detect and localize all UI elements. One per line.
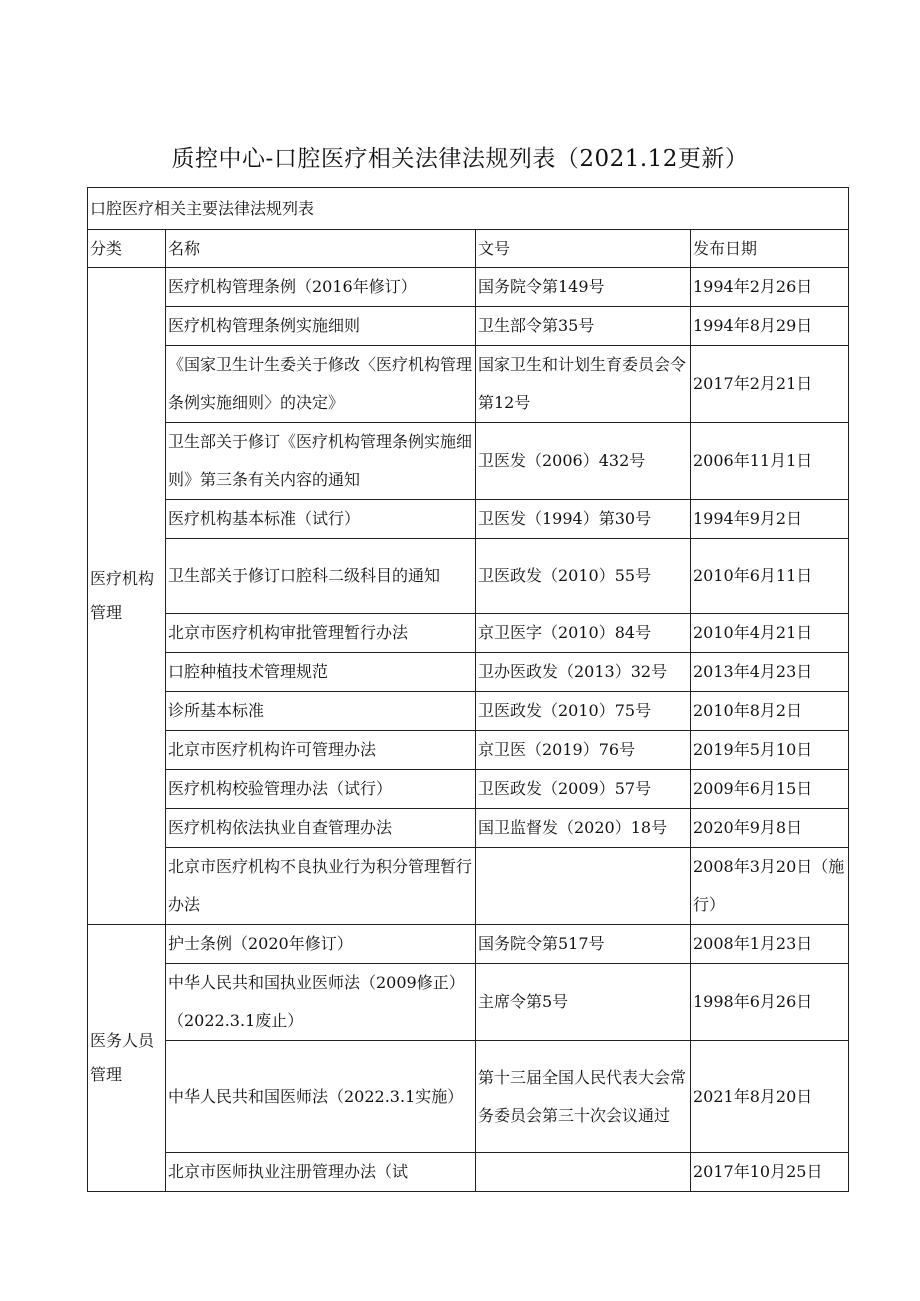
date-cell: 2008年1月23日 xyxy=(691,925,849,964)
date-cell: 1994年9月2日 xyxy=(691,500,849,539)
date-cell: 2010年4月21日 xyxy=(691,614,849,653)
table-row xyxy=(88,423,849,500)
date-cell: 2006年11月1日 xyxy=(691,423,849,500)
law-name-cell: 医疗机构依法执业自查管理办法 xyxy=(166,809,476,848)
table-row xyxy=(88,809,849,848)
laws-table xyxy=(87,187,849,1192)
doc-number-cell: 卫医发（2006）432号 xyxy=(476,423,691,500)
doc-number-cell: 卫生部令第35号 xyxy=(476,307,691,346)
doc-number-cell: 国家卫生和计划生育委员会令第12号 xyxy=(476,346,691,423)
table-row xyxy=(88,731,849,770)
law-name-cell: 诊所基本标准 xyxy=(166,692,476,731)
doc-number-cell xyxy=(476,1153,691,1192)
table-row xyxy=(88,500,849,539)
table-row xyxy=(88,1153,849,1192)
date-cell: 2010年6月11日 xyxy=(691,539,849,614)
date-cell: 2010年8月2日 xyxy=(691,692,849,731)
law-name-cell: 《国家卫生计生委关于修改〈医疗机构管理条例实施细则〉的决定》 xyxy=(166,346,476,423)
law-name-cell: 中华人民共和国医师法（2022.3.1实施） xyxy=(166,1041,476,1153)
table-row xyxy=(88,346,849,423)
law-name-cell: 护士条例（2020年修订） xyxy=(166,925,476,964)
page-title: 质控中心-口腔医疗相关法律法规列表（2021.12更新） xyxy=(171,146,749,172)
table-row xyxy=(88,925,849,964)
table-row xyxy=(88,1041,849,1153)
law-name-cell: 北京市医师执业注册管理办法（试 xyxy=(166,1153,476,1192)
table-row xyxy=(88,653,849,692)
law-name-cell: 卫生部关于修订《医疗机构管理条例实施细则》第三条有关内容的通知 xyxy=(166,423,476,500)
date-cell: 1994年2月26日 xyxy=(691,268,849,307)
doc-number-cell: 卫医政发（2009）57号 xyxy=(476,770,691,809)
table-row xyxy=(88,614,849,653)
doc-number-cell: 卫医政发（2010）55号 xyxy=(476,539,691,614)
doc-number-cell: 京卫医（2019）76号 xyxy=(476,731,691,770)
law-name-cell: 医疗机构基本标准（试行） xyxy=(166,500,476,539)
table-row xyxy=(88,964,849,1041)
category-cell: 医疗机构管理 xyxy=(88,268,166,925)
date-cell: 1998年6月26日 xyxy=(691,964,849,1041)
category-cell: 医务人员管理 xyxy=(88,925,166,1192)
date-cell: 1994年8月29日 xyxy=(691,307,849,346)
doc-number-cell: 主席令第5号 xyxy=(476,964,691,1041)
doc-number-cell: 国务院令第517号 xyxy=(476,925,691,964)
law-name-cell: 卫生部关于修订口腔科二级科目的通知 xyxy=(166,539,476,614)
date-cell: 2019年5月10日 xyxy=(691,731,849,770)
date-cell: 2017年2月21日 xyxy=(691,346,849,423)
doc-number-cell: 卫医政发（2010）75号 xyxy=(476,692,691,731)
law-name-cell: 中华人民共和国执业医师法（2009修正）（2022.3.1废止） xyxy=(166,964,476,1041)
date-cell: 2008年3月20日（施行） xyxy=(691,848,849,925)
law-name-cell: 北京市医疗机构审批管理暂行办法 xyxy=(166,614,476,653)
law-name-cell: 北京市医疗机构不良执业行为积分管理暂行办法 xyxy=(166,848,476,925)
table-row xyxy=(88,692,849,731)
table-row xyxy=(88,770,849,809)
table-header-row xyxy=(88,230,849,268)
table-row xyxy=(88,307,849,346)
table-row xyxy=(88,539,849,614)
law-name-cell: 医疗机构校验管理办法（试行） xyxy=(166,770,476,809)
date-cell: 2013年4月23日 xyxy=(691,653,849,692)
doc-number-cell: 卫医发（1994）第30号 xyxy=(476,500,691,539)
doc-number-cell: 国务院令第149号 xyxy=(476,268,691,307)
doc-number-cell xyxy=(476,848,691,925)
header-doc-number: 文号 xyxy=(476,230,691,268)
law-name-cell: 口腔种植技术管理规范 xyxy=(166,653,476,692)
doc-number-cell: 第十三届全国人民代表大会常务委员会第三十次会议通过 xyxy=(476,1041,691,1153)
law-name-cell: 医疗机构管理条例实施细则 xyxy=(166,307,476,346)
date-cell: 2020年9月8日 xyxy=(691,809,849,848)
header-category: 分类 xyxy=(88,230,166,268)
doc-number-cell: 卫办医政发（2013）32号 xyxy=(476,653,691,692)
table-caption: 口腔医疗相关主要法律法规列表 xyxy=(88,188,849,230)
date-cell: 2017年10月25日 xyxy=(691,1153,849,1192)
table-row xyxy=(88,848,849,925)
date-cell: 2009年6月15日 xyxy=(691,770,849,809)
doc-number-cell: 京卫医字（2010）84号 xyxy=(476,614,691,653)
law-name-cell: 北京市医疗机构许可管理办法 xyxy=(166,731,476,770)
law-name-cell: 医疗机构管理条例（2016年修订） xyxy=(166,268,476,307)
table-caption-row xyxy=(88,188,849,230)
doc-number-cell: 国卫监督发（2020）18号 xyxy=(476,809,691,848)
table-row xyxy=(88,268,849,307)
header-date: 发布日期 xyxy=(691,230,849,268)
header-name: 名称 xyxy=(166,230,476,268)
date-cell: 2021年8月20日 xyxy=(691,1041,849,1153)
